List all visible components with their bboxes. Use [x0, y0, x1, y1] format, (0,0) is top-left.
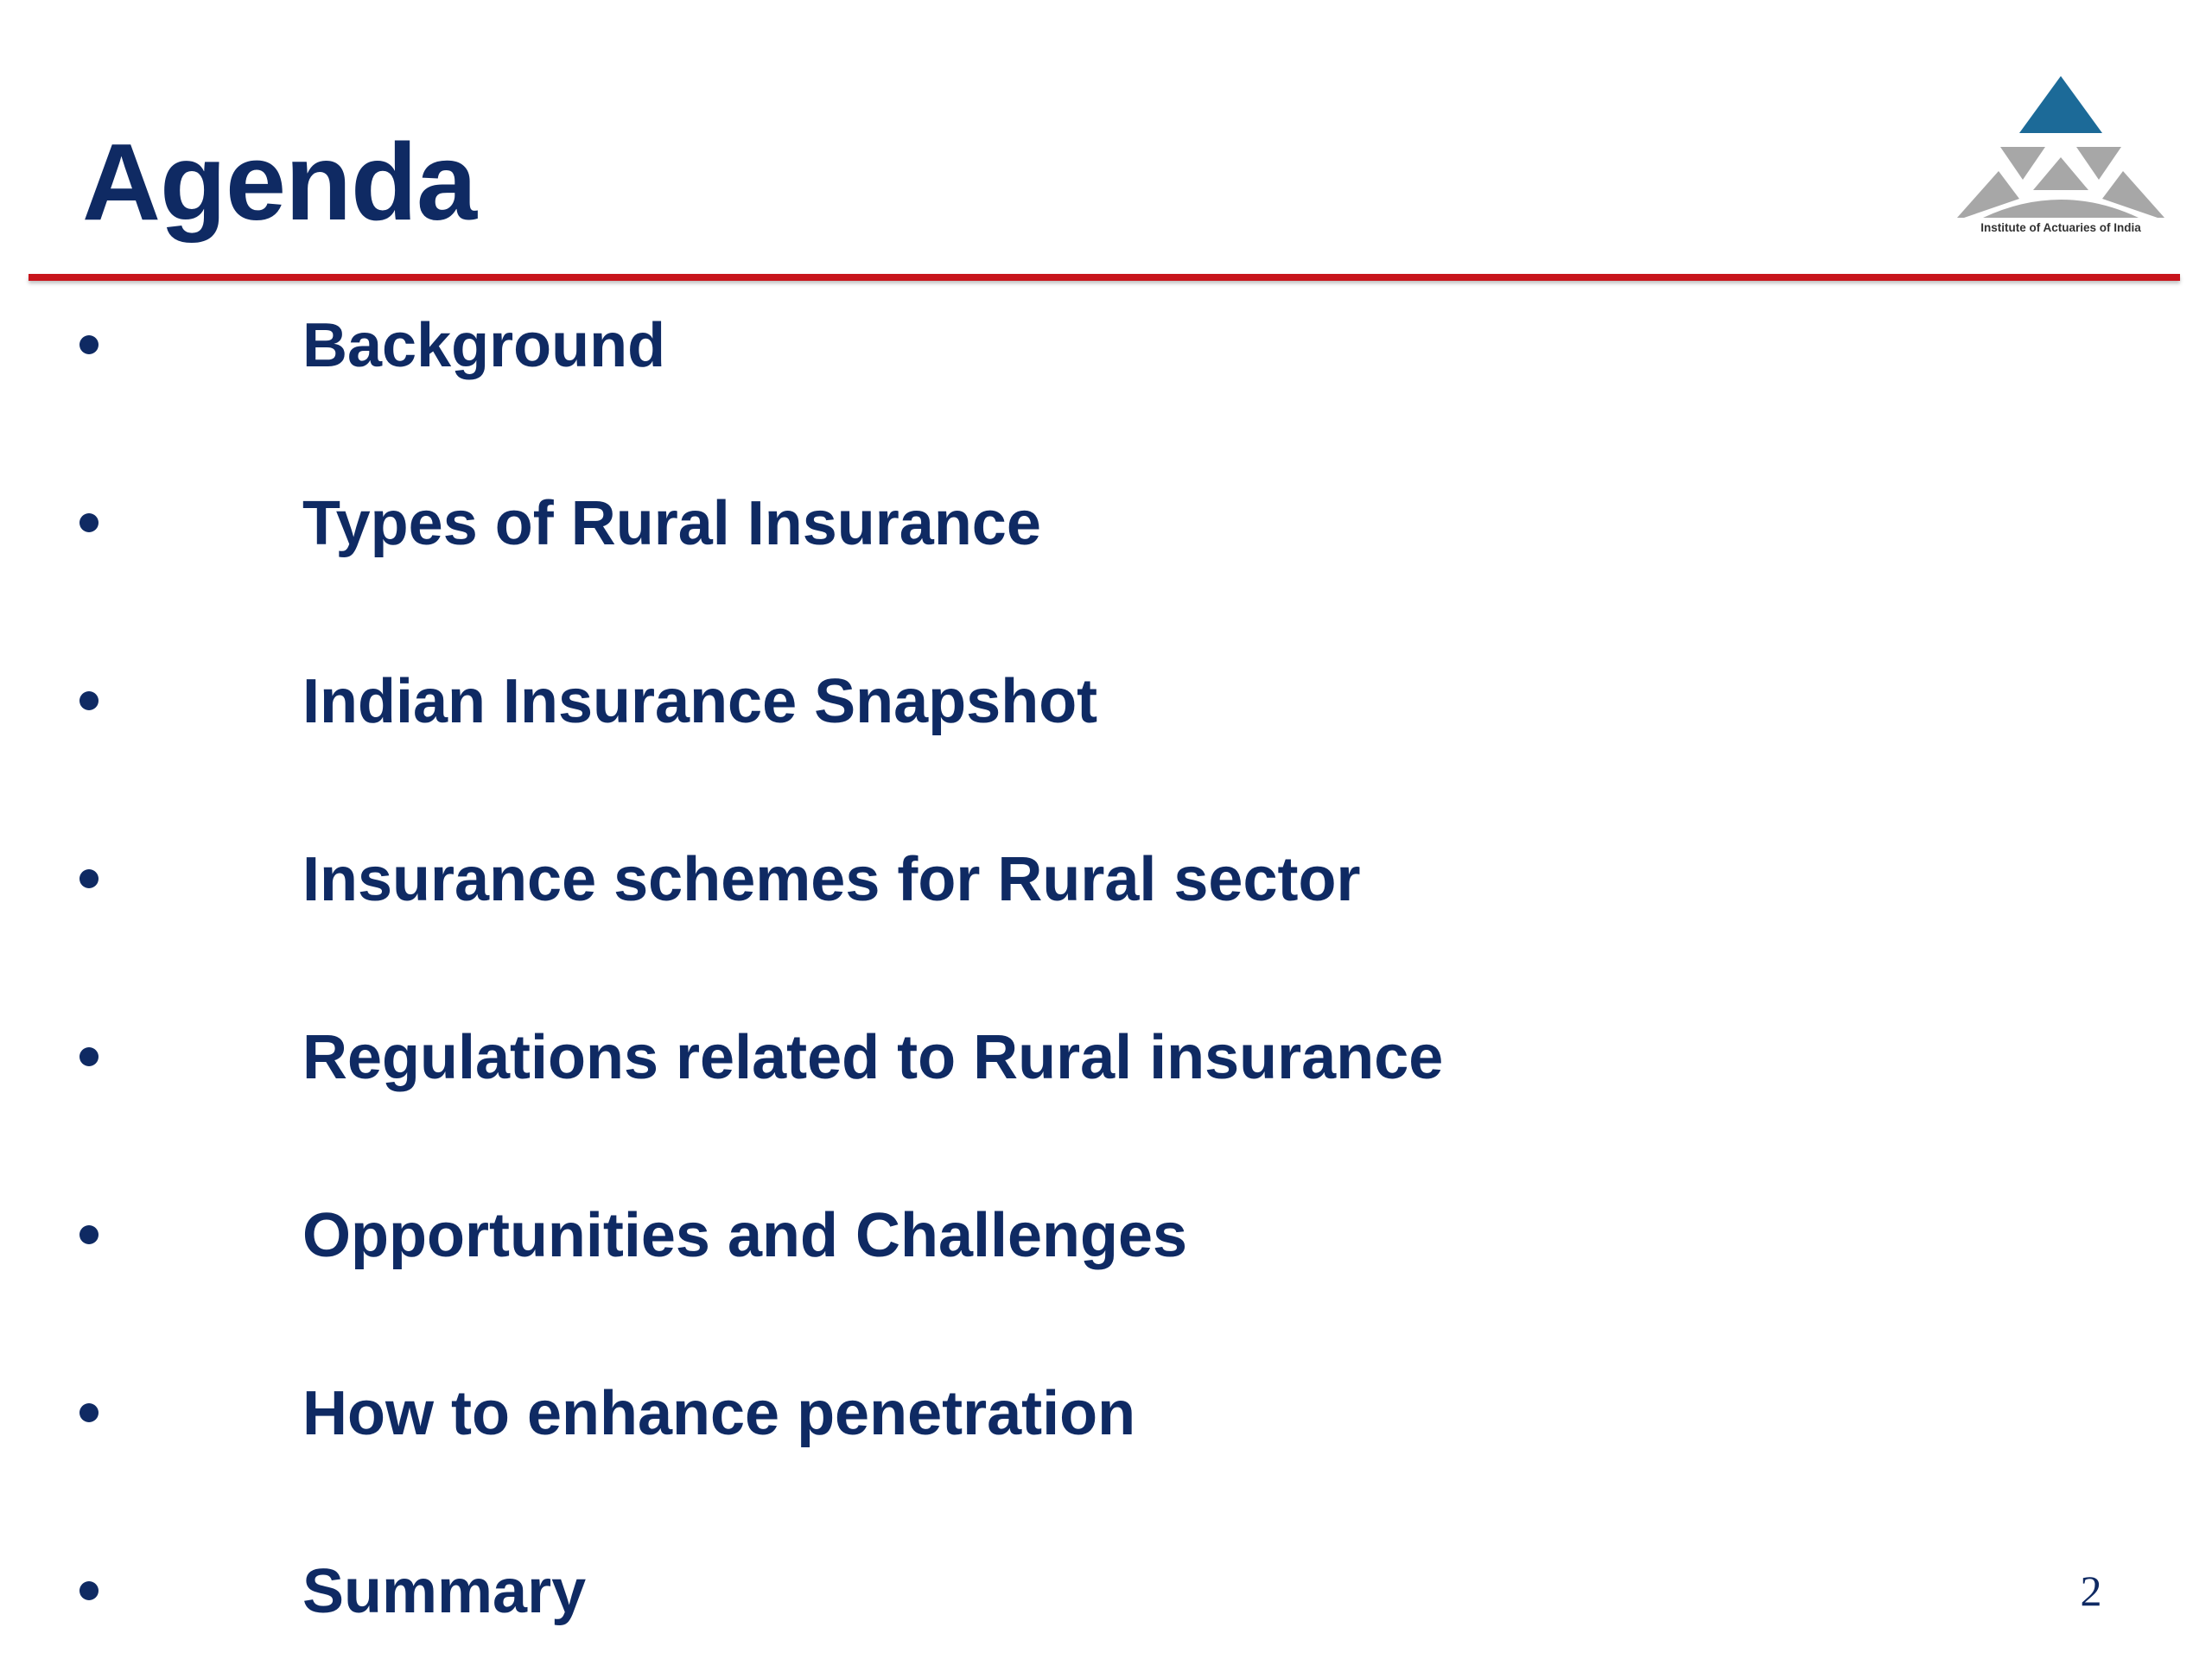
agenda-item-label: How to enhance penetration	[302, 1379, 1136, 1448]
agenda-item	[0, 1557, 1728, 1652]
bullet-icon	[79, 869, 99, 888]
bullet-icon	[79, 1225, 99, 1244]
bullet-icon	[79, 1047, 99, 1066]
agenda-item	[0, 1023, 1728, 1118]
agenda-item-label: Regulations related to Rural insurance	[302, 1023, 1444, 1092]
agenda-item-label: Insurance schemes for Rural sector	[302, 845, 1361, 914]
slide-title: Agenda	[82, 121, 477, 243]
bullet-icon	[79, 1403, 99, 1422]
agenda-item	[0, 1201, 1728, 1296]
agenda-item	[0, 667, 1728, 762]
agenda-item	[0, 1379, 1728, 1474]
agenda-item-label: Background	[302, 311, 666, 380]
agenda-item-label: Indian Insurance Snapshot	[302, 667, 1098, 736]
page-number: 2	[2080, 1567, 2102, 1615]
agenda-item	[0, 311, 1728, 406]
bullet-icon	[79, 513, 99, 532]
bullet-icon	[79, 335, 99, 354]
agenda-item-label: Opportunities and Challenges	[302, 1201, 1188, 1270]
agenda-item	[0, 845, 1728, 940]
bullet-icon	[79, 1581, 99, 1600]
agenda-item	[0, 489, 1728, 584]
bullet-icon	[79, 691, 99, 710]
agenda-item-label: Summary	[302, 1557, 587, 1626]
agenda-item-label: Types of Rural Insurance	[302, 489, 1041, 558]
logo-caption: Institute of Actuaries of India	[1980, 221, 2141, 234]
